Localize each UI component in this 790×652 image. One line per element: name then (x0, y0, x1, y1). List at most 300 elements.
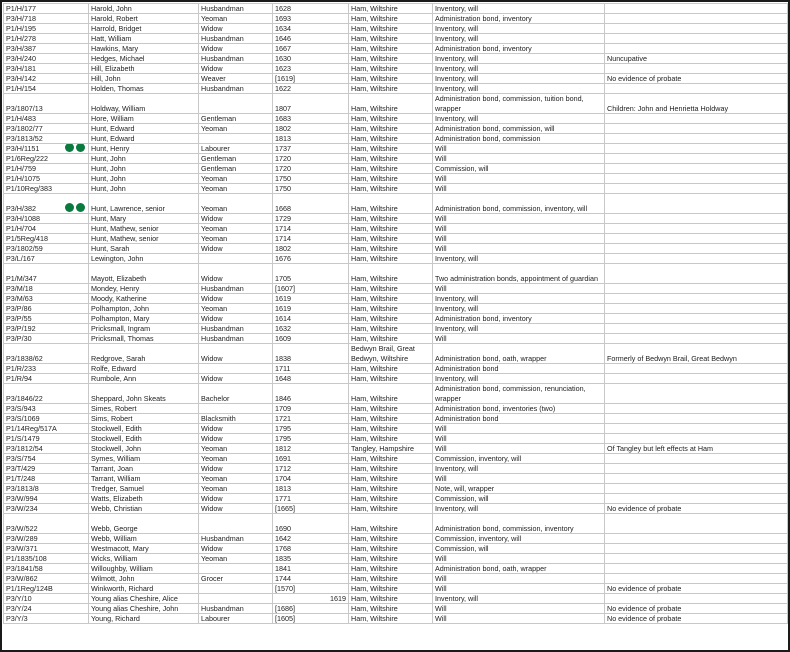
status-cell: Husbandman (199, 34, 273, 44)
place-cell: Ham, Wiltshire (349, 64, 433, 74)
table-row (4, 584, 788, 594)
notes-cell: Of Tangley but left effects at Ham (605, 444, 788, 454)
table-row (4, 174, 788, 184)
documents-cell: Will (433, 584, 605, 594)
place-cell: Ham, Wiltshire (349, 434, 433, 444)
status-cell: Husbandman (199, 604, 273, 614)
reference-cell: P1/R/94 (4, 374, 89, 384)
place-cell: Ham, Wiltshire (349, 124, 433, 134)
notes-cell: No evidence of probate (605, 614, 788, 624)
documents-cell: Inventory, will (433, 74, 605, 84)
notes-cell (605, 594, 788, 604)
green-dot-icon (65, 203, 74, 212)
documents-cell: Administration bond, inventory (433, 314, 605, 324)
table-row (4, 314, 788, 324)
place-cell: Ham, Wiltshire (349, 224, 433, 234)
documents-cell: Commission, inventory, will (433, 534, 605, 544)
name-cell: Hunt, Sarah (89, 244, 199, 254)
table-row (4, 194, 788, 214)
name-cell: Symes, William (89, 454, 199, 464)
reference-cell: P1/H/278 (4, 34, 89, 44)
reference-cell: P1/H/177 (4, 4, 89, 14)
status-cell (199, 364, 273, 374)
reference-cell: P3/1838/62 (4, 344, 89, 364)
notes-cell (605, 304, 788, 314)
table-row (4, 484, 788, 494)
name-cell: Sims, Robert (89, 414, 199, 424)
status-cell: Blacksmith (199, 414, 273, 424)
reference-cell: P3/1807/13 (4, 94, 89, 114)
name-cell: Harold, Robert (89, 14, 199, 24)
year-cell: 1630 (273, 54, 349, 64)
name-cell: Lewington, John (89, 254, 199, 264)
documents-cell: Administration bond, commission, will (433, 124, 605, 134)
table-row (4, 34, 788, 44)
green-dot-icon (65, 144, 74, 153)
year-cell: 1795 (273, 434, 349, 444)
documents-cell: Inventory, will (433, 304, 605, 314)
reference-cell: P3/H/142 (4, 74, 89, 84)
place-cell: Ham, Wiltshire (349, 494, 433, 504)
status-cell: Widow (199, 264, 273, 284)
notes-cell (605, 474, 788, 484)
status-cell: Gentleman (199, 114, 273, 124)
documents-cell: Will (433, 234, 605, 244)
status-cell: Yeoman (199, 474, 273, 484)
year-cell: 1705 (273, 264, 349, 284)
year-cell: 1693 (273, 14, 349, 24)
name-cell: Webb, George (89, 514, 199, 534)
reference-cell: P3/H/181 (4, 64, 89, 74)
table-body (4, 4, 788, 624)
status-cell: Yeoman (199, 444, 273, 454)
year-cell: 1841 (273, 564, 349, 574)
place-cell: Ham, Wiltshire (349, 214, 433, 224)
notes-cell (605, 114, 788, 124)
reference-cell: P1/H/483 (4, 114, 89, 124)
status-cell (199, 404, 273, 414)
status-cell: Widow (199, 24, 273, 34)
reference-cell: P3/H/1088 (4, 214, 89, 224)
documents-cell: Inventory, will (433, 54, 605, 64)
reference-cell: P3/Y/10 (4, 594, 89, 604)
documents-cell: Administration bond, inventory (433, 44, 605, 54)
name-cell: Polhampton, Mary (89, 314, 199, 324)
marker-dots (65, 144, 85, 153)
name-cell: Young alias Cheshire, Alice (89, 594, 199, 604)
table-row (4, 134, 788, 144)
documents-cell: Administration bond, commission, inventory, will (433, 194, 605, 214)
name-cell: Harold, John (89, 4, 199, 14)
name-cell: Wilmott, John (89, 574, 199, 584)
notes-cell: No evidence of probate (605, 74, 788, 84)
place-cell: Ham, Wiltshire (349, 114, 433, 124)
name-cell: Pricksmall, Ingram (89, 324, 199, 334)
place-cell: Ham, Wiltshire (349, 554, 433, 564)
notes-cell (605, 4, 788, 14)
year-cell: 1614 (273, 314, 349, 324)
reference-cell: P3/S/943 (4, 404, 89, 414)
table-row (4, 434, 788, 444)
notes-cell (605, 534, 788, 544)
documents-cell: Administration bond, commission, tuition bond, wrapper (433, 94, 605, 114)
name-cell: Hill, Elizabeth (89, 64, 199, 74)
year-cell: 1634 (273, 24, 349, 34)
table-row (4, 124, 788, 134)
reference-cell: P1/14Reg/517A (4, 424, 89, 434)
reference-cell: P3/T/429 (4, 464, 89, 474)
notes-cell: No evidence of probate (605, 604, 788, 614)
place-cell: Ham, Wiltshire (349, 14, 433, 24)
place-cell: Ham, Wiltshire (349, 504, 433, 514)
year-cell: 1737 (273, 144, 349, 154)
documents-cell: Will (433, 144, 605, 154)
status-cell: Husbandman (199, 324, 273, 334)
reference-cell: P3/W/234 (4, 504, 89, 514)
reference-cell: P3/H/1151 (4, 144, 89, 154)
year-cell: [1607] (273, 284, 349, 294)
place-cell: Ham, Wiltshire (349, 384, 433, 404)
notes-cell (605, 264, 788, 284)
reference-cell: P3/H/387 (4, 44, 89, 54)
place-cell: Bedwyn Brail, Great Bedwyn, Wiltshire (349, 344, 433, 364)
status-cell (199, 94, 273, 114)
status-cell: Husbandman (199, 534, 273, 544)
reference-cell: P3/1802/77 (4, 124, 89, 134)
documents-cell: Will (433, 444, 605, 454)
reference-cell: P1/S/1479 (4, 434, 89, 444)
documents-cell: Will (433, 614, 605, 624)
notes-cell (605, 124, 788, 134)
table-row (4, 114, 788, 124)
reference-cell: P1/H/759 (4, 164, 89, 174)
table-row (4, 44, 788, 54)
table-row (4, 374, 788, 384)
year-cell: 1623 (273, 64, 349, 74)
name-cell: Webb, William (89, 534, 199, 544)
year-cell: 1619 (273, 294, 349, 304)
year-cell: 1709 (273, 404, 349, 414)
documents-cell: Administration bond (433, 364, 605, 374)
name-cell: Hore, William (89, 114, 199, 124)
documents-cell: Administration bond, commission (433, 134, 605, 144)
name-cell: Moody, Katherine (89, 294, 199, 304)
status-cell: Labourer (199, 614, 273, 624)
name-cell: Hunt, John (89, 154, 199, 164)
documents-cell: Inventory, will (433, 594, 605, 604)
name-cell: Hunt, Lawrence, senior (89, 194, 199, 214)
table-row (4, 4, 788, 14)
table-row (4, 324, 788, 334)
year-cell: 1628 (273, 4, 349, 14)
status-cell: Gentleman (199, 154, 273, 164)
reference-cell: P3/P/192 (4, 324, 89, 334)
documents-cell: Two administration bonds, appointment of guardian (433, 264, 605, 284)
documents-cell: Inventory, will (433, 294, 605, 304)
status-cell: Widow (199, 44, 273, 54)
year-cell: 1720 (273, 154, 349, 164)
status-cell: Weaver (199, 74, 273, 84)
notes-cell (605, 84, 788, 94)
reference-cell: P1/T/248 (4, 474, 89, 484)
notes-cell: Children: John and Henrietta Holdway (605, 94, 788, 114)
status-cell: Widow (199, 434, 273, 444)
notes-cell (605, 14, 788, 24)
place-cell: Ham, Wiltshire (349, 284, 433, 294)
year-cell: 1632 (273, 324, 349, 334)
year-cell: 1813 (273, 134, 349, 144)
table-row (4, 514, 788, 534)
table-row (4, 504, 788, 514)
documents-cell: Inventory, will (433, 324, 605, 334)
year-cell: 1744 (273, 574, 349, 584)
reference-cell: P3/1846/22 (4, 384, 89, 404)
status-cell: Yeoman (199, 454, 273, 464)
name-cell: Winkworth, Richard (89, 584, 199, 594)
reference-cell: P3/Y/24 (4, 604, 89, 614)
green-dot-icon (76, 144, 85, 153)
notes-cell (605, 484, 788, 494)
name-cell: Mayott, Elizabeth (89, 264, 199, 284)
notes-cell (605, 514, 788, 534)
documents-cell: Will (433, 434, 605, 444)
name-cell: Hunt, Mathew, senior (89, 224, 199, 234)
year-cell: 1838 (273, 344, 349, 364)
notes-cell (605, 64, 788, 74)
documents-cell: Will (433, 154, 605, 164)
reference-cell: P1/10Reg/383 (4, 184, 89, 194)
table-row (4, 234, 788, 244)
table-row (4, 74, 788, 84)
status-cell: Husbandman (199, 284, 273, 294)
table-row (4, 54, 788, 64)
year-cell: [1619] (273, 74, 349, 84)
green-dot-icon (76, 203, 85, 212)
name-cell: Stockwell, Edith (89, 424, 199, 434)
place-cell: Ham, Wiltshire (349, 374, 433, 384)
notes-cell (605, 234, 788, 244)
table-row (4, 294, 788, 304)
reference-cell: P3/S/1069 (4, 414, 89, 424)
status-cell: Widow (199, 494, 273, 504)
status-cell: Yeoman (199, 304, 273, 314)
place-cell: Ham, Wiltshire (349, 314, 433, 324)
table-row (4, 154, 788, 164)
reference-cell: P3/P/55 (4, 314, 89, 324)
name-cell: Westmacott, Mary (89, 544, 199, 554)
place-cell: Ham, Wiltshire (349, 584, 433, 594)
status-cell: Widow (199, 544, 273, 554)
name-cell: Polhampton, John (89, 304, 199, 314)
table-row (4, 564, 788, 574)
table-row (4, 344, 788, 364)
place-cell: Ham, Wiltshire (349, 484, 433, 494)
documents-cell: Commission, inventory, will (433, 454, 605, 464)
table-row (4, 144, 788, 154)
documents-cell: Will (433, 334, 605, 344)
year-cell: 1619 (273, 304, 349, 314)
place-cell: Ham, Wiltshire (349, 184, 433, 194)
year-cell: 1711 (273, 364, 349, 374)
notes-cell: No evidence of probate (605, 504, 788, 514)
documents-cell: Inventory, will (433, 114, 605, 124)
name-cell: Young, Richard (89, 614, 199, 624)
status-cell (199, 564, 273, 574)
place-cell: Ham, Wiltshire (349, 24, 433, 34)
table-row (4, 454, 788, 464)
notes-cell (605, 334, 788, 344)
reference-cell: P1/6Reg/222 (4, 154, 89, 164)
notes-cell (605, 174, 788, 184)
name-cell: Hunt, Edward (89, 124, 199, 134)
place-cell: Ham, Wiltshire (349, 264, 433, 284)
documents-cell: Will (433, 474, 605, 484)
reference-cell: P1/H/154 (4, 84, 89, 94)
notes-cell (605, 454, 788, 464)
name-cell: Hunt, Mathew, senior (89, 234, 199, 244)
place-cell: Ham, Wiltshire (349, 94, 433, 114)
place-cell: Ham, Wiltshire (349, 564, 433, 574)
place-cell: Ham, Wiltshire (349, 414, 433, 424)
status-cell: Yeoman (199, 234, 273, 244)
name-cell: Young alias Cheshire, John (89, 604, 199, 614)
name-cell: Tarrant, Joan (89, 464, 199, 474)
table-row (4, 284, 788, 294)
documents-cell: Administration bond, oath, wrapper (433, 344, 605, 364)
year-cell: 1622 (273, 84, 349, 94)
reference-cell: P1/5Reg/418 (4, 234, 89, 244)
status-cell: Widow (199, 424, 273, 434)
table-row (4, 384, 788, 404)
name-cell: Hunt, Edward (89, 134, 199, 144)
table-row (4, 224, 788, 234)
notes-cell (605, 254, 788, 264)
name-cell: Harrold, Bridget (89, 24, 199, 34)
name-cell: Stockwell, John (89, 444, 199, 454)
table-row (4, 554, 788, 564)
reference-cell: P3/1841/58 (4, 564, 89, 574)
reference-cell: P3/1813/52 (4, 134, 89, 144)
year-cell: 1846 (273, 384, 349, 404)
table-row (4, 404, 788, 414)
year-cell: 1704 (273, 474, 349, 484)
notes-cell (605, 134, 788, 144)
table-row (4, 64, 788, 74)
reference-cell: P3/S/754 (4, 454, 89, 464)
status-cell: Gentleman (199, 164, 273, 174)
reference-cell: P3/P/30 (4, 334, 89, 344)
table-row (4, 14, 788, 24)
year-cell: 1667 (273, 44, 349, 54)
name-cell: Willoughby, William (89, 564, 199, 574)
status-cell: Widow (199, 464, 273, 474)
year-cell: 1714 (273, 234, 349, 244)
status-cell: Widow (199, 214, 273, 224)
notes-cell (605, 164, 788, 174)
documents-cell: Will (433, 424, 605, 434)
status-cell: Widow (199, 244, 273, 254)
reference-cell: P1/H/704 (4, 224, 89, 234)
place-cell: Ham, Wiltshire (349, 144, 433, 154)
place-cell: Ham, Wiltshire (349, 404, 433, 414)
table-row (4, 494, 788, 504)
documents-cell: Will (433, 174, 605, 184)
documents-cell: Inventory, will (433, 374, 605, 384)
documents-cell: Commission, will (433, 544, 605, 554)
place-cell: Ham, Wiltshire (349, 604, 433, 614)
table-row (4, 94, 788, 114)
notes-cell (605, 434, 788, 444)
name-cell: Pricksmall, Thomas (89, 334, 199, 344)
table-row (4, 214, 788, 224)
year-cell: [1605] (273, 614, 349, 624)
status-cell: Husbandman (199, 4, 273, 14)
place-cell: Ham, Wiltshire (349, 194, 433, 214)
name-cell: Holden, Thomas (89, 84, 199, 94)
status-cell: Widow (199, 64, 273, 74)
place-cell: Ham, Wiltshire (349, 244, 433, 254)
reference-cell: P3/1812/54 (4, 444, 89, 454)
reference-cell: P3/W/994 (4, 494, 89, 504)
reference-cell: P1/H/195 (4, 24, 89, 34)
documents-cell: Inventory, will (433, 4, 605, 14)
reference-cell: P3/P/86 (4, 304, 89, 314)
status-cell: Yeoman (199, 124, 273, 134)
documents-cell: Administration bond, commission, renunciation, wrapper (433, 384, 605, 404)
place-cell: Ham, Wiltshire (349, 544, 433, 554)
name-cell: Stockwell, Edith (89, 434, 199, 444)
place-cell: Ham, Wiltshire (349, 334, 433, 344)
place-cell: Ham, Wiltshire (349, 74, 433, 84)
table-row (4, 614, 788, 624)
status-cell: Widow (199, 344, 273, 364)
place-cell: Ham, Wiltshire (349, 534, 433, 544)
reference-cell: P3/Y/3 (4, 614, 89, 624)
documents-cell: Administration bond, commission, inventory (433, 514, 605, 534)
year-cell: 1648 (273, 374, 349, 384)
name-cell: Webb, Christian (89, 504, 199, 514)
status-cell: Widow (199, 504, 273, 514)
status-cell: Labourer (199, 144, 273, 154)
documents-cell: Will (433, 554, 605, 564)
place-cell: Ham, Wiltshire (349, 574, 433, 584)
table-row (4, 244, 788, 254)
name-cell: Hill, John (89, 74, 199, 84)
year-cell: 1802 (273, 244, 349, 254)
table-row (4, 254, 788, 264)
place-cell: Ham, Wiltshire (349, 54, 433, 64)
notes-cell: No evidence of probate (605, 584, 788, 594)
year-cell: 1813 (273, 484, 349, 494)
status-cell: Grocer (199, 574, 273, 584)
table-row (4, 184, 788, 194)
place-cell: Ham, Wiltshire (349, 134, 433, 144)
notes-cell (605, 464, 788, 474)
table-row (4, 604, 788, 614)
table-row (4, 304, 788, 314)
place-cell: Ham, Wiltshire (349, 34, 433, 44)
notes-cell (605, 384, 788, 404)
status-cell: Yeoman (199, 184, 273, 194)
documents-cell: Administration bond (433, 414, 605, 424)
year-cell: [1570] (273, 584, 349, 594)
notes-cell (605, 154, 788, 164)
documents-cell: Inventory, will (433, 504, 605, 514)
year-cell: 1835 (273, 554, 349, 564)
status-cell: Yeoman (199, 14, 273, 24)
notes-cell (605, 194, 788, 214)
name-cell: Sheppard, John Skeats (89, 384, 199, 404)
